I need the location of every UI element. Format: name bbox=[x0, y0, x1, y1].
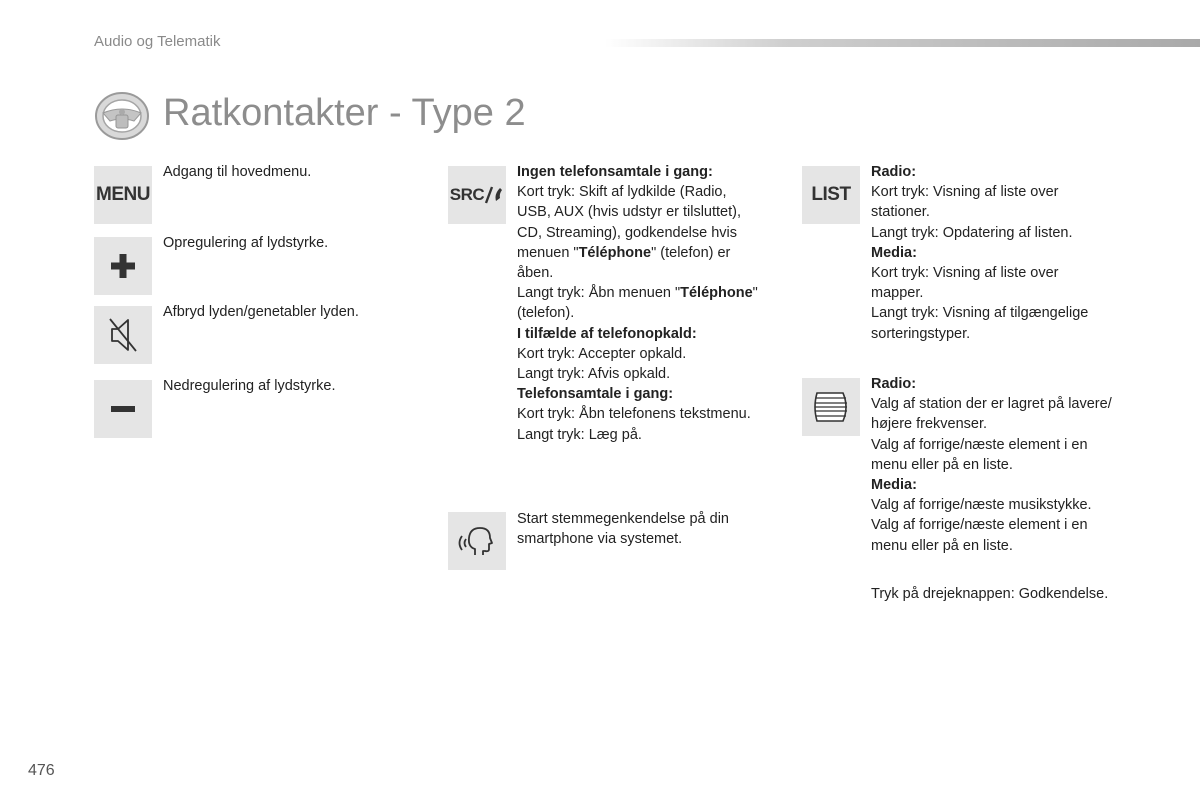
desc-line: Kort tryk: Skift af lydkilde (Radio, bbox=[517, 184, 727, 201]
desc-line: smartphone via systemet. bbox=[517, 531, 683, 548]
wheel-heading-media: Media: bbox=[871, 477, 917, 494]
section-label: Audio og Telematik bbox=[94, 33, 221, 50]
list-heading-radio: Radio: bbox=[871, 164, 917, 180]
desc-line: CD, Streaming), godkendelse hvis bbox=[517, 224, 738, 241]
desc-line: sorteringstyper. bbox=[871, 325, 971, 342]
voice-command-icon bbox=[448, 512, 506, 570]
thumbwheel-icon bbox=[802, 378, 860, 436]
desc-line: Langt tryk: Afvis opkald. bbox=[517, 366, 671, 383]
wheel-description bbox=[871, 374, 1112, 556]
desc-line: Langt tryk: Visning af tilgængelige bbox=[871, 305, 1089, 322]
desc-line: menu eller på en liste. bbox=[871, 456, 1013, 473]
desc-line: Langt tryk: Opdatering af listen. bbox=[871, 224, 1073, 241]
desc-line: USB, AUX (hvis udstyr er tilsluttet), bbox=[517, 204, 742, 221]
desc-line: Langt tryk: Åbn menuen " bbox=[517, 285, 681, 302]
menu-button-label: MENU bbox=[96, 184, 150, 205]
header-bar bbox=[605, 39, 1200, 47]
menu-button-icon bbox=[94, 166, 152, 224]
list-button-label: LIST bbox=[811, 184, 851, 205]
src-button-label: SRC bbox=[449, 185, 485, 204]
list-button-icon bbox=[802, 166, 860, 224]
desc-line: Valg af forrige/næste element i en bbox=[871, 436, 1088, 453]
desc-line: Valg af station der er lagret på lavere/ bbox=[871, 396, 1112, 413]
page-number: 476 bbox=[28, 762, 55, 779]
src-heading-incoming-call: I tilfælde af telefonopkald: bbox=[517, 325, 697, 342]
steering-wheel-icon bbox=[94, 91, 150, 141]
desc-line: Langt tryk: Læg på. bbox=[517, 426, 642, 443]
phone-handset-icon bbox=[484, 185, 504, 205]
src-button-icon bbox=[448, 166, 506, 224]
desc-line: stationer. bbox=[871, 204, 930, 221]
desc-line: højere frekvenser. bbox=[871, 416, 988, 433]
desc-line: (telefon). bbox=[517, 305, 575, 322]
desc-line: " (telefon) er bbox=[651, 244, 731, 261]
desc-line: " bbox=[752, 285, 758, 302]
desc-line: mapper. bbox=[871, 285, 924, 302]
plus-icon bbox=[94, 237, 152, 295]
src-description bbox=[517, 162, 758, 445]
volume-down-description: Nedregulering af lydstyrke. bbox=[163, 378, 336, 394]
volume-up-description: Opregulering af lydstyrke. bbox=[163, 235, 329, 251]
desc-line: Valg af forrige/næste musikstykke. bbox=[871, 497, 1092, 514]
menu-description: Adgang til hovedmenu. bbox=[163, 164, 312, 180]
desc-line: Kort tryk: Åbn telefonens tekstmenu. bbox=[517, 406, 751, 423]
telephone-menu-name: Téléphone bbox=[680, 285, 753, 302]
desc-line: åben. bbox=[517, 265, 554, 282]
desc-line: Kort tryk: Visning af liste over bbox=[871, 265, 1059, 282]
list-heading-media: Media: bbox=[871, 244, 917, 261]
voice-description bbox=[517, 509, 729, 549]
wheel-heading-radio: Radio: bbox=[871, 376, 917, 392]
mute-description: Afbryd lyden/genetabler lyden. bbox=[163, 304, 359, 320]
telephone-menu-name: Téléphone bbox=[578, 244, 652, 261]
list-description bbox=[871, 162, 1088, 344]
wheel-press-description: Tryk på drejeknappen: Godkendelse. bbox=[871, 586, 1109, 602]
desc-line: Kort tryk: Visning af liste over bbox=[871, 184, 1059, 201]
src-heading-no-call: Ingen telefonsamtale i gang: bbox=[517, 164, 713, 180]
minus-icon bbox=[94, 380, 152, 438]
page-title: Ratkontakter - Type 2 bbox=[163, 92, 526, 134]
desc-line: menu eller på en liste. bbox=[871, 537, 1013, 554]
desc-line: Kort tryk: Accepter opkald. bbox=[517, 345, 687, 362]
src-heading-in-call: Telefonsamtale i gang: bbox=[517, 386, 674, 403]
desc-line: menuen " bbox=[517, 244, 579, 261]
desc-line: Valg af forrige/næste element i en bbox=[871, 517, 1088, 534]
desc-line: Start stemmegenkendelse på din bbox=[517, 511, 729, 527]
mute-speaker-icon bbox=[94, 306, 152, 364]
